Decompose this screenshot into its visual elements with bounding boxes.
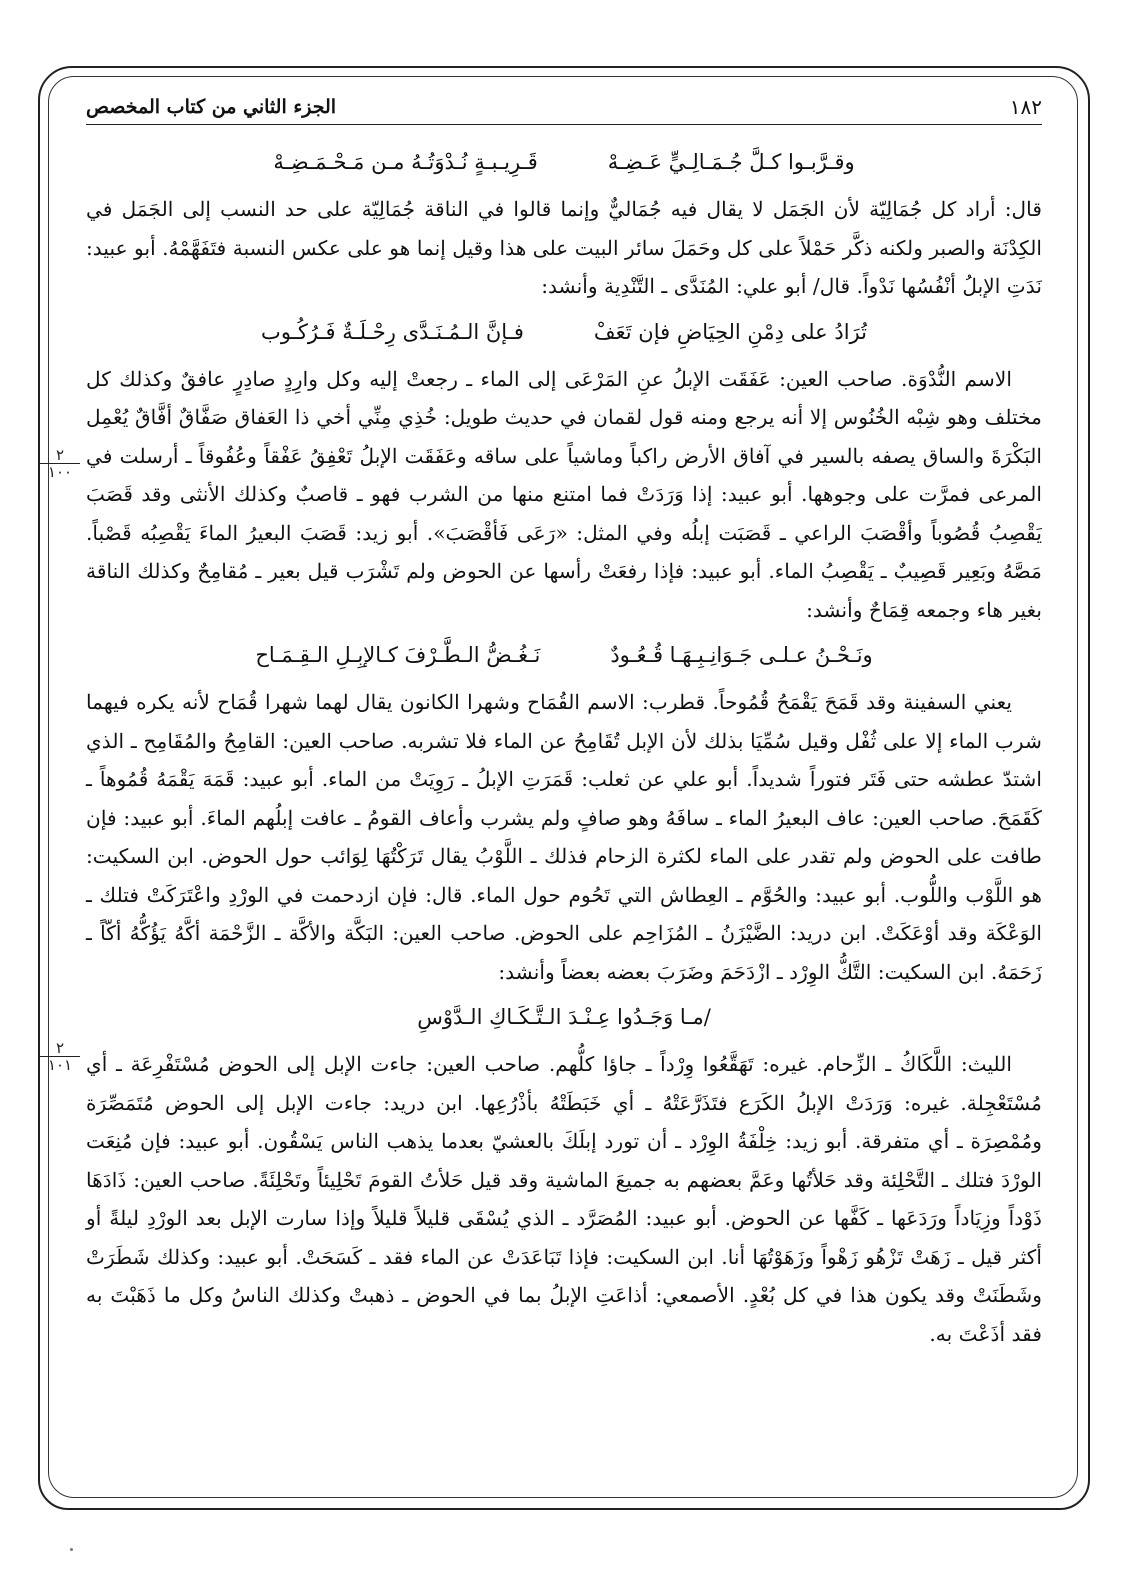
verse-hemistich-right: وقـرَّبـوا كـلَّ جُـمَـالِـيٍّ عَـضِـهْ xyxy=(607,150,855,174)
margin-marker xyxy=(40,1040,80,1073)
verse-line xyxy=(86,997,1042,1037)
paragraph: الليث: اللَّكَاكُ ـ الزِّحام. غيره: تَهَقَّعُوا وِرْداً ـ جاؤا كلُّهم. صاحب العين: جاءت الإبل إلى الحوض مُسْتَفْرِعَة ـ أي مُسْتَعْجِلة. غيره: وَرَدَتْ الإبلُ الكَرَع فتَذَرَّعَتْهُ ـ أي خَبَطَتْهُ بأذْرُعِها. ابن دريد: جاءت الإبل إلى الحوض مُتَمَصِّرَة ومُمْصِرَة ـ أي متفرقة. أبو زيد: خِلْفَةُ الوِرْد ـ أن تورد إبلَكَ بالعشيّ بعدما يذهب الناس يَسْقُون. أبو عبيد: فإن مُنِعَت الورْدَ فتلك ـ التَّحْلِئة وقد حَلأتُها وعَمَّ بعضهم به جميعَ الماشية وقد قيل حَلأتُ القومَ تَحْلِيئاً وتَحْلِئَةً. صاحب العين: ذَادَهَا ذَوْداً وزِيَاداً ورَدَعَها ـ كَفَّها عن الحوض. أبو عبيد: المُصَرَّد ـ الذي يُسْقَى قليلاً قليلاً وإذا سارت الإبل بعد الورْدِ ليلةً أو أكثر قيل ـ زَهَتْ تَزْهُو زَهْواً وزَهَوْتُهَا أنا. ابن السكيت: فإذا تَبَاعَدَتْ عن الماء فقد ـ كَسَحَتْ. أبو عبيد: وكذلك شَطَرَتْ وشَطَنَتْ وقد يكون هذا في كل بُعْدٍ. الأصمعي: أذاعَتِ الإبلُ بما في الحوض ـ ذهبتْ وكذلك الناسُ وكل ما ذَهَبْتَ به فقد أذَعْتَ به. xyxy=(86,1052,1042,1346)
verse-hemistich-left: قَـرِيـبـةٍ نُـدْوَتُـهُ مـن مَـحْـمَـضِـهْ xyxy=(273,150,538,174)
verse-line xyxy=(86,312,1042,352)
verse-hemistich-left: فـإنَّ الـمُـنَـدَّى رِحْـلَـةٌ فَـرُكُـوب xyxy=(261,319,524,344)
margin-marker-numerator: ٢ xyxy=(40,1040,80,1057)
verse-line xyxy=(86,142,1042,182)
margin-marker-denominator: ١٠١ xyxy=(47,1056,73,1074)
margin-marker-numerator: ٢ xyxy=(40,447,80,464)
verse-hemistich-right: ونَـحْـنُ عـلـى جَـوَانِـبِـهَـا قُـعُـودٌ xyxy=(610,643,873,667)
page-body xyxy=(86,138,1042,1359)
verse-hemistich-right: تُرَادُ على دِمْنِ الحِيَاضِ فإن تَعَفْ xyxy=(593,319,867,344)
paragraph: قال: أراد كل جُمَالِيّة لأن الجَمَل لا يقال فيه جُمَاليٌّ وإنما قالوا في الناقة جُمَالِيّة على حد النسب إلى الجَمَل في الكِدْنَة والصبر ولكنه ذكَّر حَمْلاً على كل وحَمَلَ سائر البيت على هذا وقيل إنما هو على عكس النسبة فتَفَهَّمْهُ. أبو عبيد: نَدَتِ الإبلُ أنْفُسُها نَدْواً. قال/ أبو علي: المُنَدَّى ـ التَّنْدِية وأنشد: xyxy=(86,197,1042,298)
scan-speck xyxy=(70,1548,73,1551)
paragraph: الاسم النُّدْوَة. صاحب العين: عَفَقَت الإبلُ عنِ المَرْعَى إلى الماء ـ رجعتْ إليه وكل وارِدٍ صادِرٍ عافقٌ وكذلك كل مختلف وهو شِبْه الخُنُوس إلا أنه يرجع ومنه قول لقمان في حديث طويل: خُذِي مِنِّي أخي ذا العَفاق صَفَّاقٌ أفَّاقٌ يُعْمِل البَكْرَةَ والساق يصفه بالسير في آفاق الأرض راكباً وماشياً على ساقه وعَفَقَت الإبلُ تَعْفِقُ عَفْقاً وعُفُوقاً ـ أرسلت في المرعى فمرَّت على وجوهها. أبو عبيد: إذا وَرَدَتْ فما امتنع منها من الشرب فهو ـ قاصبٌ وكذلك الأنثى وقد قَصَبَ يَقْصِبُ قُصُوباً وأقْصَبَ الراعي ـ قَصَبَت إبلُه وفي المثل: «رَعَى فَأقْصَبَ». أبو زيد: قَصَبَ البعيرُ الماءَ يَقْصِبُه قَصْباً. مَصَّهُ وبَعِير قَصِيبٌ ـ يَقْصِبُ الماء. أبو عبيد: فإذا رفعَتْ رأسها عن الحوض ولم تَشْرَب قيل بعير ـ مُقامِحٌ وكذلك الناقة بغير هاء وجمعه قِمَاحٌ وأنشد: xyxy=(86,366,1042,622)
verse-hemistich-left: نَـغُـضُّ الـطَّـرْفَ كـالإبِـلِ الـقِـمَـاح xyxy=(255,643,541,667)
verse-line xyxy=(86,635,1042,675)
page-number: ١٨٢ xyxy=(1009,95,1042,119)
running-header xyxy=(86,90,1042,125)
paragraph: يعني السفينة وقد قَمَحَ يَقْمَحُ قُمُوحاً. قطرب: الاسم القُمَاح وشهرا الكانون يقال لهما شهرا قُمَاح لأنه يكره فيهما شرب الماء إلا على ثُفْل وقيل سُمِّيَا بذلك لأن الإبل تُقَامِحُ عن الماء فلا تشربه. صاحب العين: القامِحُ والمُقَامِح ـ الذي اشتدّ عطشه حتى فَتَر فتوراً شديداً. أبو علي عن ثعلب: قَمَرَتِ الإبلُ ـ رَوِيَتْ من الماء. أبو عبيد: قَمَهَ يَقْمَهُ قُمُوهاً ـ كَقَمَحَ. صاحب العين: عاف البعيرُ الماء ـ سافَهُ وهو صافٍ ولم يشرب وأعاف القومُ ـ عافت إبلُهم الماءَ. أبو عبيد: فإن طافت على الحوض ولم تقدر على الماء لكثرة الزحام فذلك ـ اللَّوْبُ يقال تَرَكْتُهَا لِوَائب حول الحوض. ابن السكيت: هو اللَّوْب واللُّوب. أبو عبيد: والحُوَّم ـ العِطاش التي تَحُوم حول الماء. قال: فإن ازدحمت في الورْدِ واعْتَرَكَتْ فتلك ـ الوَعْكَة وقد أوْعَكَتْ. ابن دريد: الضَّيْزَنُ ـ المُزَاحِم على الحوض. صاحب العين: البَكَّة والأكَّة ـ الزَّحْمَة أكَّهُ يَؤُكُّهُ أكّاً ـ زَحَمَهُ. ابن السكيت: التَّكُّ الوِرْد ـ ازْدَحَمَ وضَرَبَ بعضه بعضاً وأنشد: xyxy=(86,690,1042,984)
margin-marker-denominator: ١٠٠ xyxy=(47,463,73,481)
running-title: الجزء الثاني من كتاب المخصص xyxy=(86,96,337,118)
verse-single: /مـا وَجَـدُوا عِـنْـدَ الـتَّـكَـاكِ الـدَّوْسِ xyxy=(417,1005,711,1029)
margin-marker xyxy=(40,447,80,480)
